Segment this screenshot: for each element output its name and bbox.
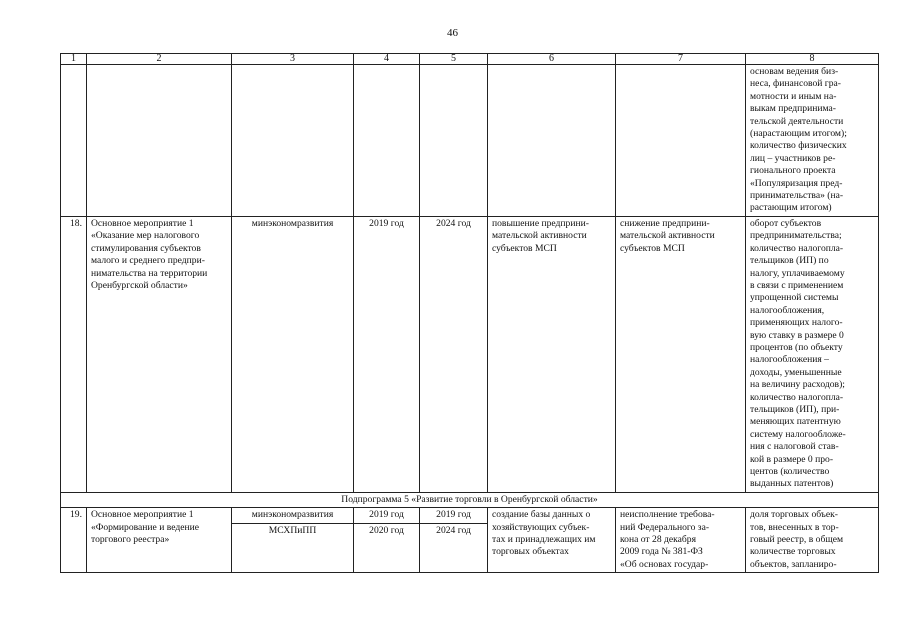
table-row-18 (61, 216, 879, 492)
consequence-line: кона от 28 декабря (620, 534, 697, 546)
indicator-line: (нарастающим итогом); (750, 128, 847, 140)
indicator-line: доходы, уменьшенные (750, 366, 842, 378)
executor-cell (232, 508, 354, 573)
indicator-line: налогу, уплачиваемому (750, 267, 845, 279)
expected-result-cell (488, 508, 616, 573)
row-number: 18. (61, 216, 87, 492)
indicator-line: количество налогопла- (750, 242, 844, 254)
indicator-line: принимательства» (на- (750, 190, 844, 202)
measures-table (60, 53, 879, 573)
end-year-line: 2024 год (420, 523, 487, 537)
executor-line: минэкономразвития (251, 509, 334, 521)
indicator-line: основам ведения биз- (750, 66, 839, 77)
indicator-line: растающим итогом) (750, 202, 832, 214)
consequence-line: снижение предприни- (620, 217, 710, 229)
measure-name-line: «Оказание мер налогового (91, 230, 200, 242)
indicator-line: упрощенной системы (750, 292, 839, 304)
expected-result-line: торговых объектах (492, 546, 569, 558)
expected-result-cell (488, 216, 616, 492)
indicator-line: тельской деятельности (750, 115, 844, 127)
measure-name-line: Основное мероприятие 1 (91, 217, 194, 229)
measure-name-line: Основное мероприятие 1 (91, 509, 194, 521)
measure-name-cell (87, 216, 232, 492)
measure-name-line: Оренбургской области» (91, 279, 188, 291)
indicator-line: применяющих налого- (750, 317, 843, 329)
indicator-line: на величину расходов); (750, 379, 845, 391)
indicator-line: меняющих патентную (750, 416, 841, 428)
indicator-line: кой в размере 0 про- (750, 453, 834, 465)
indicator-line: выданных патентов) (750, 478, 834, 490)
executor-line: МСХПиПП (232, 523, 353, 537)
consequence-line: «Об основах государ- (620, 558, 709, 570)
expected-result-line: мательской активности (492, 230, 587, 242)
consequence-line: субъектов МСП (620, 242, 685, 254)
consequence-line: ний Федерального за- (620, 521, 710, 533)
indicator-line: количество физических (750, 140, 847, 152)
indicator-line: систему налогообложе- (750, 428, 846, 440)
indicator-cell (746, 508, 879, 573)
measure-name-line: стимулирования субъектов (91, 242, 201, 254)
table-row-19 (61, 508, 879, 573)
indicator-line: неса, финансовой гра- (750, 78, 841, 90)
consequence-line: мательской активности (620, 230, 715, 242)
start-year-line: 2020 год (354, 523, 419, 537)
indicator-line: оборот субъектов (750, 217, 822, 229)
subprogram-row (61, 492, 879, 507)
consequence-cell (616, 508, 746, 573)
indicator-line: процентов (по объекту (750, 341, 843, 353)
expected-result-line: тах и принадлежащих им (492, 534, 596, 546)
subprogram-title: Подпрограмма 5 «Развитие торговли в Оренбургской области» (61, 492, 879, 507)
indicator-line: объектов, запланиро- (750, 558, 837, 570)
indicator-line: предпринимательства; (750, 230, 842, 242)
indicator-line: «Популяризация пред- (750, 177, 843, 189)
indicator-line: гионального проекта (750, 165, 836, 177)
end-year-line: 2019 год (436, 509, 471, 521)
column-number: 1 (61, 54, 87, 65)
end-year-cell (420, 508, 488, 573)
column-number: 8 (746, 54, 879, 65)
consequence-cell (616, 216, 746, 492)
column-number: 5 (420, 54, 488, 65)
column-number-row (61, 54, 879, 65)
consequence-line: 2009 года № 381-ФЗ (620, 546, 703, 558)
indicator-line: говый реестр, в общем (750, 534, 844, 546)
indicator-line: налогообложения, (750, 304, 825, 316)
expected-result-line: хозяйствующих субъек- (492, 521, 590, 533)
start-year-cell: 2019 год (354, 216, 420, 492)
start-year-line: 2019 год (369, 509, 404, 521)
row-number: 19. (61, 508, 87, 573)
indicator-line: вую ставку в размере 0 (750, 329, 844, 341)
executor-cell: минэкономразвития (232, 216, 354, 492)
end-year-cell: 2024 год (420, 216, 488, 492)
measure-name-line: нимательства на территории (91, 267, 208, 279)
expected-result-line: субъектов МСП (492, 242, 557, 254)
indicator-line: центов (количество (750, 466, 830, 477)
indicator-line: налогообложения – (750, 354, 829, 366)
column-number: 4 (354, 54, 420, 65)
indicator-cell (746, 65, 879, 217)
indicator-cell (746, 216, 879, 492)
indicator-line: тельщиков (ИП), при- (750, 403, 840, 415)
measure-name-line: «Формирование и ведение (91, 521, 200, 533)
column-number: 6 (488, 54, 616, 65)
page-number: 46 (447, 27, 458, 39)
indicator-line: тов, внесенных в тор- (750, 521, 839, 533)
indicator-line: лиц – участников ре- (750, 152, 836, 164)
expected-result-line: создание базы данных о (492, 509, 591, 521)
indicator-line: количество налогопла- (750, 391, 844, 403)
measure-name-line: торгового реестра» (91, 534, 170, 546)
indicator-line: выкам предпринима- (750, 103, 836, 115)
indicator-line: количестве торговых (750, 546, 836, 558)
measure-name-cell (87, 508, 232, 573)
indicator-line: мотности и иным на- (750, 90, 837, 102)
column-number: 2 (87, 54, 232, 65)
indicator-line: доля торговых объек- (750, 509, 838, 521)
start-year-cell (354, 508, 420, 573)
expected-result-line: повышение предприни- (492, 217, 589, 229)
indicator-line: тельщиков (ИП) по (750, 255, 829, 267)
table-row-continuation (61, 65, 879, 217)
measure-name-line: малого и среднего предпри- (91, 255, 205, 267)
indicator-line: в связи с применением (750, 279, 844, 291)
column-number: 3 (232, 54, 354, 65)
column-number: 7 (616, 54, 746, 65)
indicator-line: ния с налоговой став- (750, 441, 839, 453)
consequence-line: неисполнение требова- (620, 509, 715, 521)
